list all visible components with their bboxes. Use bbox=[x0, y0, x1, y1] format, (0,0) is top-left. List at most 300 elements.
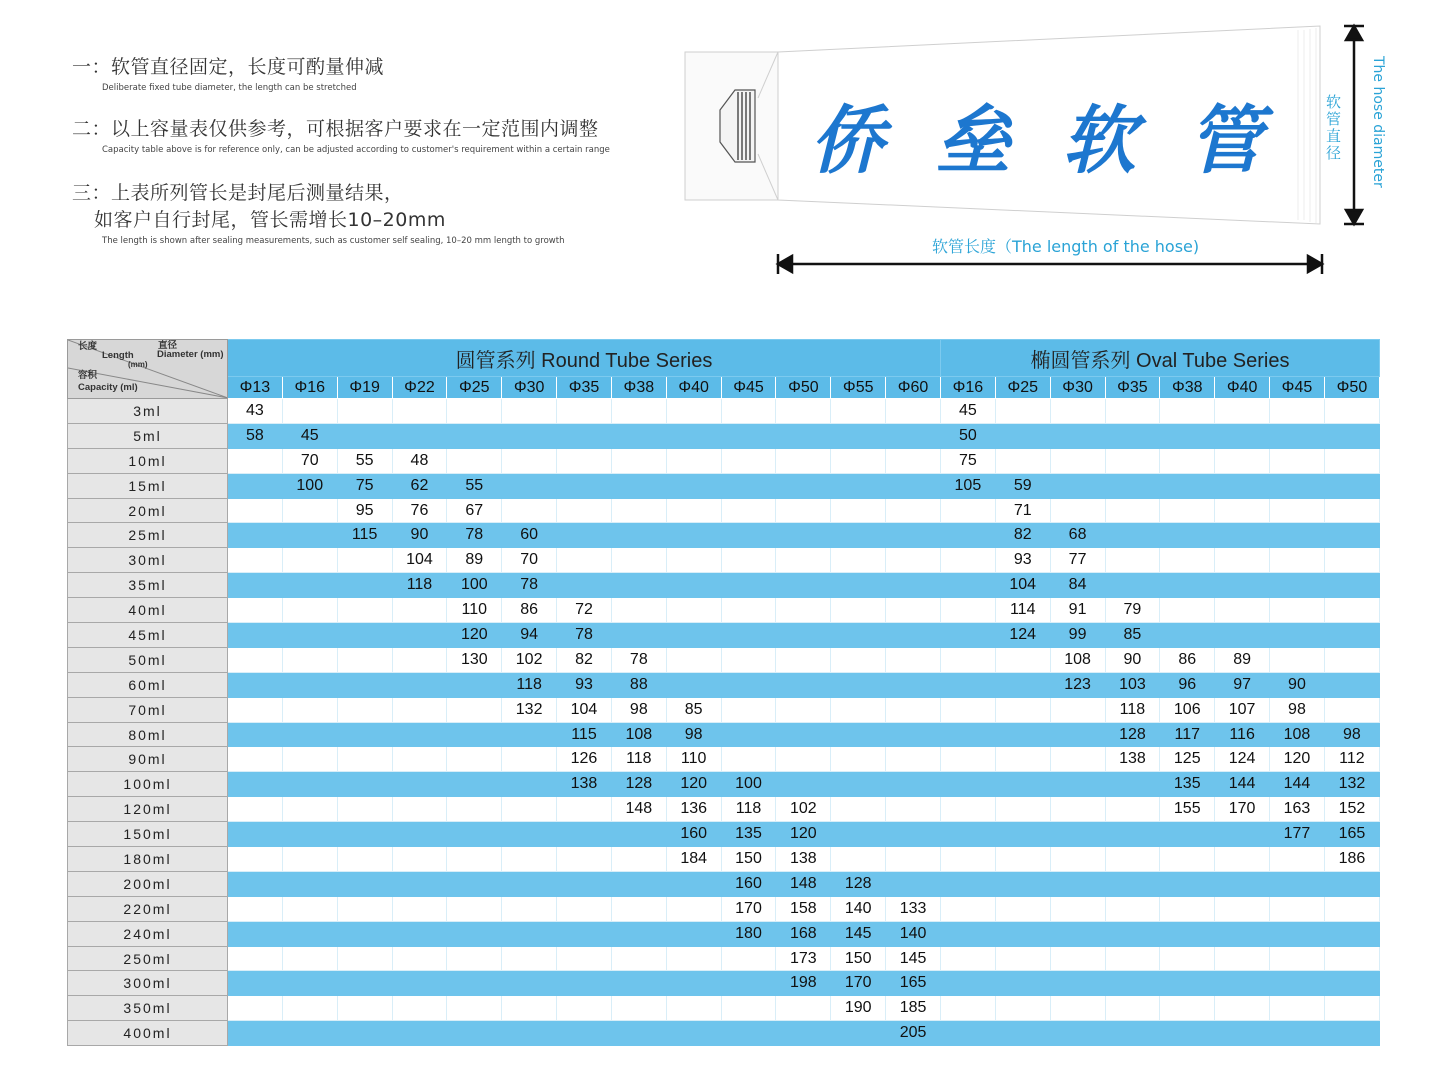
tube-illustration bbox=[680, 20, 1440, 280]
table-cell: 118 bbox=[392, 573, 447, 598]
table-cell bbox=[776, 448, 831, 473]
table-cell: 72 bbox=[557, 598, 612, 623]
table-cell bbox=[776, 697, 831, 722]
table-cell bbox=[502, 498, 557, 523]
table-cell bbox=[886, 672, 941, 697]
table-cell: 98 bbox=[611, 697, 666, 722]
table-cell bbox=[666, 423, 721, 448]
table-cell bbox=[1050, 747, 1105, 772]
table-cell bbox=[447, 996, 502, 1021]
table-cell bbox=[721, 498, 776, 523]
table-row bbox=[68, 573, 1380, 598]
table-cell bbox=[1270, 647, 1325, 672]
diameter-header-oval: Φ30 bbox=[1050, 377, 1105, 399]
table-cell bbox=[886, 548, 941, 573]
table-cell bbox=[1270, 623, 1325, 648]
note-1 bbox=[72, 52, 384, 93]
table-cell bbox=[1050, 896, 1105, 921]
table-cell bbox=[886, 871, 941, 896]
table-row bbox=[68, 797, 1380, 822]
table-cell bbox=[666, 647, 721, 672]
table-cell bbox=[392, 797, 447, 822]
table-cell: 116 bbox=[1215, 722, 1270, 747]
table-row bbox=[68, 697, 1380, 722]
table-cell: 97 bbox=[1215, 672, 1270, 697]
table-cell bbox=[1215, 523, 1270, 548]
table-cell bbox=[940, 747, 995, 772]
table-cell bbox=[337, 697, 392, 722]
table-cell bbox=[831, 772, 886, 797]
table-cell bbox=[447, 448, 502, 473]
table-cell: 160 bbox=[721, 871, 776, 896]
table-cell: 84 bbox=[1050, 573, 1105, 598]
table-cell bbox=[1050, 772, 1105, 797]
table-cell: 173 bbox=[776, 946, 831, 971]
table-cell bbox=[1105, 797, 1160, 822]
table-cell bbox=[392, 871, 447, 896]
table-cell bbox=[228, 647, 283, 672]
table-cell bbox=[611, 623, 666, 648]
table-cell bbox=[721, 448, 776, 473]
table-cell bbox=[776, 498, 831, 523]
table-cell bbox=[666, 548, 721, 573]
table-cell bbox=[337, 623, 392, 648]
table-cell bbox=[282, 623, 337, 648]
capacity-label: 80ml bbox=[68, 722, 228, 747]
table-cell: 135 bbox=[1160, 772, 1215, 797]
table-cell bbox=[995, 399, 1050, 424]
corner-length-unit: (mm) bbox=[128, 360, 148, 369]
table-cell: 136 bbox=[666, 797, 721, 822]
table-cell bbox=[1050, 921, 1105, 946]
table-cell bbox=[721, 473, 776, 498]
table-cell bbox=[831, 822, 886, 847]
table-cell bbox=[337, 871, 392, 896]
table-cell bbox=[1270, 498, 1325, 523]
table-cell bbox=[1160, 573, 1215, 598]
capacity-table bbox=[67, 339, 1380, 1046]
table-cell bbox=[776, 722, 831, 747]
table-cell bbox=[666, 598, 721, 623]
table-cell: 90 bbox=[1105, 647, 1160, 672]
table-cell bbox=[886, 573, 941, 598]
capacity-label: 350ml bbox=[68, 996, 228, 1021]
diameter-header-round: Φ30 bbox=[502, 377, 557, 399]
diameter-header-round: Φ40 bbox=[666, 377, 721, 399]
table-cell bbox=[282, 871, 337, 896]
table-cell bbox=[611, 573, 666, 598]
table-cell bbox=[1050, 847, 1105, 872]
table-row bbox=[68, 996, 1380, 1021]
table-cell bbox=[721, 996, 776, 1021]
table-cell bbox=[1215, 1021, 1270, 1046]
table-row bbox=[68, 896, 1380, 921]
table-cell bbox=[557, 971, 612, 996]
table-cell bbox=[940, 647, 995, 672]
table-cell bbox=[831, 573, 886, 598]
capacity-label: 200ml bbox=[68, 871, 228, 896]
table-cell bbox=[1324, 871, 1379, 896]
table-cell bbox=[776, 548, 831, 573]
table-cell bbox=[1324, 448, 1379, 473]
diameter-header-round: Φ13 bbox=[228, 377, 283, 399]
table-cell: 93 bbox=[995, 548, 1050, 573]
table-cell: 98 bbox=[1324, 722, 1379, 747]
table-cell bbox=[282, 896, 337, 921]
table-cell bbox=[940, 523, 995, 548]
diameter-header-round: Φ19 bbox=[337, 377, 392, 399]
table-cell bbox=[995, 996, 1050, 1021]
capacity-label: 220ml bbox=[68, 896, 228, 921]
table-cell bbox=[776, 598, 831, 623]
table-cell bbox=[940, 623, 995, 648]
table-cell bbox=[1105, 498, 1160, 523]
table-cell bbox=[940, 548, 995, 573]
table-cell bbox=[666, 573, 721, 598]
table-cell: 184 bbox=[666, 847, 721, 872]
table-row bbox=[68, 971, 1380, 996]
table-cell: 107 bbox=[1215, 697, 1270, 722]
table-cell: 148 bbox=[776, 871, 831, 896]
table-cell: 82 bbox=[557, 647, 612, 672]
table-cell bbox=[1105, 946, 1160, 971]
table-cell bbox=[666, 473, 721, 498]
table-cell bbox=[1160, 996, 1215, 1021]
table-cell bbox=[886, 847, 941, 872]
table-cell bbox=[1160, 822, 1215, 847]
table-cell bbox=[447, 822, 502, 847]
table-cell bbox=[1324, 971, 1379, 996]
oval-series-title: 椭圆管系列 Oval Tube Series bbox=[940, 340, 1379, 377]
table-cell bbox=[392, 896, 447, 921]
table-cell: 120 bbox=[447, 623, 502, 648]
corner-length-cn: 长度 bbox=[78, 341, 98, 352]
table-cell bbox=[940, 498, 995, 523]
table-cell: 115 bbox=[557, 722, 612, 747]
table-cell: 100 bbox=[721, 772, 776, 797]
table-cell bbox=[831, 1021, 886, 1046]
table-cell bbox=[337, 797, 392, 822]
table-cell bbox=[447, 772, 502, 797]
table-cell bbox=[666, 399, 721, 424]
table-cell bbox=[721, 1021, 776, 1046]
table-cell bbox=[666, 498, 721, 523]
table-cell: 55 bbox=[447, 473, 502, 498]
table-cell: 118 bbox=[502, 672, 557, 697]
table-cell: 117 bbox=[1160, 722, 1215, 747]
table-cell bbox=[940, 772, 995, 797]
table-cell bbox=[1215, 971, 1270, 996]
table-cell bbox=[1105, 573, 1160, 598]
table-cell bbox=[282, 498, 337, 523]
capacity-label: 30ml bbox=[68, 548, 228, 573]
table-cell bbox=[886, 647, 941, 672]
table-cell bbox=[1160, 448, 1215, 473]
table-cell bbox=[282, 672, 337, 697]
table-cell bbox=[666, 1021, 721, 1046]
table-row bbox=[68, 1021, 1380, 1046]
table-cell bbox=[282, 971, 337, 996]
table-cell: 118 bbox=[611, 747, 666, 772]
table-cell: 70 bbox=[502, 548, 557, 573]
table-cell bbox=[557, 896, 612, 921]
table-cell: 165 bbox=[1324, 822, 1379, 847]
table-cell: 170 bbox=[721, 896, 776, 921]
table-cell bbox=[831, 399, 886, 424]
table-cell bbox=[831, 797, 886, 822]
table-cell: 180 bbox=[721, 921, 776, 946]
table-cell bbox=[721, 523, 776, 548]
table-cell bbox=[611, 548, 666, 573]
table-cell bbox=[831, 523, 886, 548]
table-cell: 118 bbox=[1105, 697, 1160, 722]
table-cell bbox=[392, 971, 447, 996]
table-cell: 58 bbox=[228, 423, 283, 448]
table-cell bbox=[282, 772, 337, 797]
table-cell bbox=[337, 647, 392, 672]
table-cell bbox=[337, 722, 392, 747]
capacity-label: 150ml bbox=[68, 822, 228, 847]
table-cell bbox=[447, 1021, 502, 1046]
capacity-label: 180ml bbox=[68, 847, 228, 872]
diameter-header-round: Φ60 bbox=[886, 377, 941, 399]
table-cell bbox=[1324, 946, 1379, 971]
table-cell bbox=[392, 697, 447, 722]
table-cell: 124 bbox=[995, 623, 1050, 648]
table-cell bbox=[1105, 399, 1160, 424]
table-cell bbox=[502, 722, 557, 747]
table-cell bbox=[447, 399, 502, 424]
table-cell: 160 bbox=[666, 822, 721, 847]
table-cell bbox=[282, 747, 337, 772]
table-cell bbox=[337, 921, 392, 946]
table-cell bbox=[282, 523, 337, 548]
table-cell bbox=[1050, 473, 1105, 498]
table-cell: 140 bbox=[831, 896, 886, 921]
table-cell: 104 bbox=[557, 697, 612, 722]
table-cell bbox=[392, 598, 447, 623]
table-cell bbox=[1270, 399, 1325, 424]
table-cell bbox=[1270, 847, 1325, 872]
table-cell bbox=[392, 921, 447, 946]
table-cell bbox=[502, 822, 557, 847]
table-cell bbox=[886, 747, 941, 772]
table-cell bbox=[1215, 598, 1270, 623]
table-cell: 120 bbox=[776, 822, 831, 847]
table-cell bbox=[666, 623, 721, 648]
table-cell bbox=[392, 623, 447, 648]
table-cell bbox=[392, 747, 447, 772]
table-cell: 88 bbox=[611, 672, 666, 697]
table-cell bbox=[721, 672, 776, 697]
table-cell bbox=[282, 722, 337, 747]
table-cell: 90 bbox=[392, 523, 447, 548]
table-cell: 82 bbox=[995, 523, 1050, 548]
table-cell bbox=[1050, 871, 1105, 896]
table-row bbox=[68, 647, 1380, 672]
capacity-label: 5ml bbox=[68, 423, 228, 448]
table-cell bbox=[1105, 548, 1160, 573]
table-cell bbox=[831, 448, 886, 473]
table-cell bbox=[1160, 921, 1215, 946]
note-3-cn: 三：上表所列管长是封尾后测量结果， bbox=[72, 182, 404, 204]
capacity-label: 240ml bbox=[68, 921, 228, 946]
table-cell: 128 bbox=[1105, 722, 1160, 747]
table-row bbox=[68, 448, 1380, 473]
table-row bbox=[68, 423, 1380, 448]
table-cell bbox=[557, 473, 612, 498]
capacity-label: 25ml bbox=[68, 523, 228, 548]
series-header-row bbox=[68, 340, 1380, 377]
table-cell bbox=[1160, 946, 1215, 971]
table-cell: 108 bbox=[611, 722, 666, 747]
table-cell: 135 bbox=[721, 822, 776, 847]
table-cell bbox=[1215, 822, 1270, 847]
table-cell bbox=[1324, 598, 1379, 623]
table-cell bbox=[228, 473, 283, 498]
diameter-header-round: Φ22 bbox=[392, 377, 447, 399]
table-cell bbox=[1160, 1021, 1215, 1046]
table-cell bbox=[447, 423, 502, 448]
table-cell: 102 bbox=[502, 647, 557, 672]
table-cell: 90 bbox=[1270, 672, 1325, 697]
table-cell bbox=[447, 921, 502, 946]
corner-diameter-cn: 直径 bbox=[158, 340, 178, 351]
table-cell bbox=[886, 797, 941, 822]
table-cell bbox=[282, 822, 337, 847]
table-cell bbox=[1215, 423, 1270, 448]
table-cell bbox=[228, 747, 283, 772]
table-cell bbox=[940, 598, 995, 623]
table-cell bbox=[502, 448, 557, 473]
table-cell bbox=[228, 797, 283, 822]
table-cell bbox=[1324, 647, 1379, 672]
table-row bbox=[68, 598, 1380, 623]
table-cell bbox=[611, 523, 666, 548]
table-cell bbox=[337, 747, 392, 772]
table-cell bbox=[1270, 548, 1325, 573]
table-cell: 170 bbox=[1215, 797, 1270, 822]
table-cell bbox=[940, 672, 995, 697]
table-cell bbox=[1324, 548, 1379, 573]
diameter-header-oval: Φ35 bbox=[1105, 377, 1160, 399]
table-cell bbox=[1050, 946, 1105, 971]
table-cell bbox=[228, 996, 283, 1021]
table-cell bbox=[1324, 523, 1379, 548]
table-cell bbox=[611, 498, 666, 523]
table-cell bbox=[502, 996, 557, 1021]
table-cell: 43 bbox=[228, 399, 283, 424]
table-cell bbox=[337, 946, 392, 971]
table-cell bbox=[995, 722, 1050, 747]
table-cell bbox=[1160, 523, 1215, 548]
table-cell bbox=[940, 847, 995, 872]
table-cell bbox=[282, 996, 337, 1021]
table-cell bbox=[1324, 1021, 1379, 1046]
note-3-cn2: 如客户自行封尾，管长需增长10–20mm bbox=[94, 209, 446, 231]
note-1-cn: 一：软管直径固定，长度可酌量伸减 bbox=[72, 56, 385, 78]
table-cell bbox=[447, 896, 502, 921]
table-cell bbox=[1105, 1021, 1160, 1046]
table-cell bbox=[557, 946, 612, 971]
table-cell bbox=[1215, 921, 1270, 946]
table-cell bbox=[940, 697, 995, 722]
table-cell: 100 bbox=[282, 473, 337, 498]
table-cell bbox=[1105, 971, 1160, 996]
capacity-label: 250ml bbox=[68, 946, 228, 971]
table-cell bbox=[886, 722, 941, 747]
diameter-arrow bbox=[1344, 26, 1364, 224]
table-cell bbox=[1105, 871, 1160, 896]
table-cell bbox=[611, 996, 666, 1021]
table-cell: 138 bbox=[557, 772, 612, 797]
table-cell: 115 bbox=[337, 523, 392, 548]
table-cell bbox=[1324, 399, 1379, 424]
table-cell bbox=[886, 448, 941, 473]
table-cell bbox=[721, 548, 776, 573]
table-cell bbox=[502, 797, 557, 822]
table-cell: 128 bbox=[611, 772, 666, 797]
table-cell bbox=[1270, 523, 1325, 548]
table-cell bbox=[940, 871, 995, 896]
diameter-header-row bbox=[68, 377, 1380, 399]
table-cell: 104 bbox=[995, 573, 1050, 598]
note-2 bbox=[72, 114, 610, 155]
table-cell bbox=[1215, 573, 1270, 598]
table-cell: 168 bbox=[776, 921, 831, 946]
table-cell bbox=[721, 971, 776, 996]
table-cell bbox=[228, 498, 283, 523]
table-cell: 158 bbox=[776, 896, 831, 921]
table-cell bbox=[392, 847, 447, 872]
table-cell bbox=[1105, 423, 1160, 448]
table-cell: 103 bbox=[1105, 672, 1160, 697]
table-cell bbox=[392, 946, 447, 971]
table-cell bbox=[282, 1021, 337, 1046]
table-cell bbox=[886, 623, 941, 648]
diameter-header-round: Φ50 bbox=[776, 377, 831, 399]
table-row bbox=[68, 473, 1380, 498]
table-cell bbox=[447, 971, 502, 996]
table-cell bbox=[721, 623, 776, 648]
table-cell bbox=[228, 971, 283, 996]
table-cell bbox=[1270, 573, 1325, 598]
table-cell bbox=[995, 697, 1050, 722]
capacity-label: 35ml bbox=[68, 573, 228, 598]
table-cell bbox=[228, 573, 283, 598]
table-cell: 140 bbox=[886, 921, 941, 946]
table-cell bbox=[1270, 946, 1325, 971]
table-cell bbox=[1270, 448, 1325, 473]
table-cell bbox=[337, 598, 392, 623]
diameter-header-round: Φ35 bbox=[557, 377, 612, 399]
table-cell bbox=[1160, 871, 1215, 896]
table-cell bbox=[502, 772, 557, 797]
table-cell bbox=[776, 623, 831, 648]
table-cell bbox=[392, 672, 447, 697]
table-row bbox=[68, 921, 1380, 946]
table-cell bbox=[282, 647, 337, 672]
table-cell bbox=[611, 473, 666, 498]
table-cell bbox=[502, 473, 557, 498]
table-cell bbox=[557, 871, 612, 896]
table-cell bbox=[995, 946, 1050, 971]
table-cell bbox=[995, 672, 1050, 697]
diameter-header-round: Φ38 bbox=[611, 377, 666, 399]
table-cell: 94 bbox=[502, 623, 557, 648]
table-cell bbox=[502, 871, 557, 896]
table-cell bbox=[886, 473, 941, 498]
